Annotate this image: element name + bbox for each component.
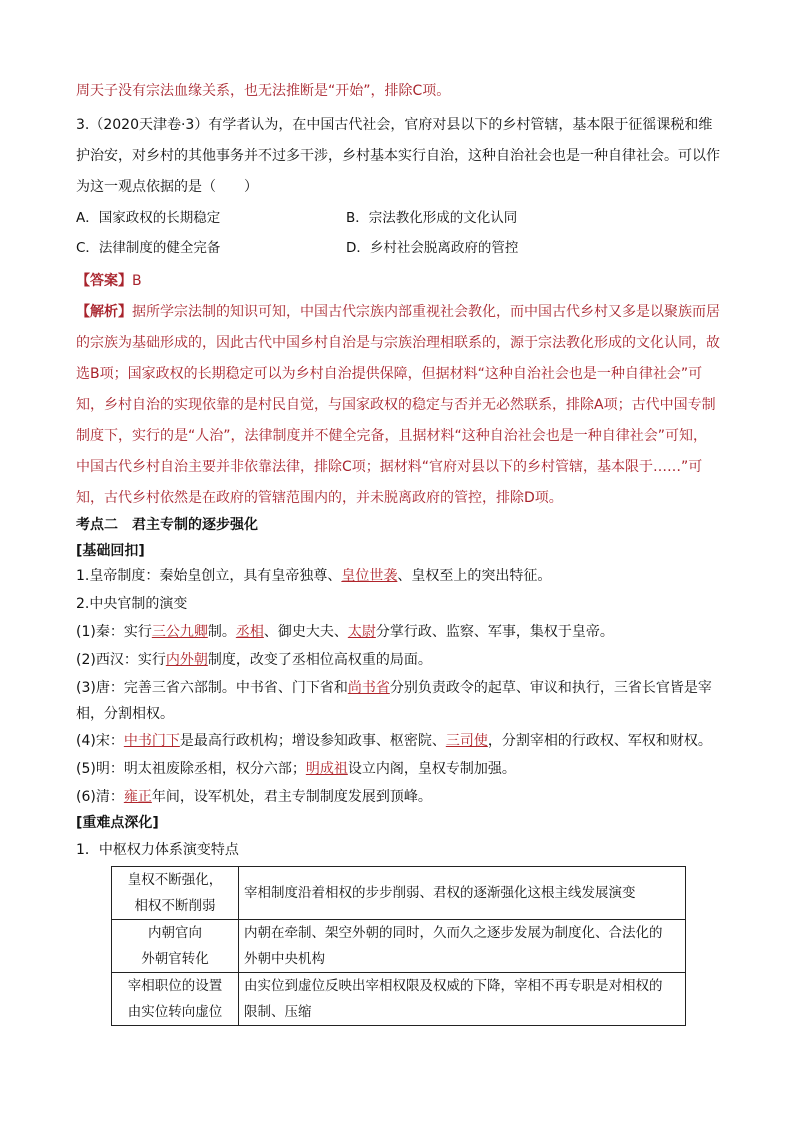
item-western-han: (2)西汉：实行内外朝制度，改变了丞相位高权重的局面。 [76,652,432,668]
item-tang: (3)唐：完善三省六部制。中书省、门下省和尚书省分别负责政令的起草、审议和执行，三省长官皆是宰 [76,680,712,696]
item-central-official-system: 2.中央官制的演变 [76,596,188,612]
table-cell-description: 由实位到虚位反映出宰相权限及权威的下降，宰相不再专职是对相权的 限制、压缩 [239,973,686,1026]
answer-tag: 【答案】 [76,273,132,289]
underlined-answer: 尚书省 [347,680,390,696]
q3-answer [76,270,142,292]
item-song: (4)宋：中书门下是最高行政机构；增设参知政事、枢密院、三司使，分割宰相的行政权、军权和财权。 [76,733,712,749]
section-title: 考点二 君主专制的逐步强化 [76,517,258,533]
table-row [112,867,686,920]
q3-analysis-line2: 的宗族为基础形成的，因此古代中国乡村自治是与宗族治理相联系的，源于宗法教化形成的文化认同，故 [76,335,720,351]
q3-analysis-line1: 【解析】据所学宗法制的知识可知，中国古代宗族内部重视社会教化，而中国古代乡村又多是以聚族而居 [76,304,720,320]
q3-option-b: B．宗法教化形成的文化认同 [346,210,518,226]
table-cell-feature: 内朝官向 外朝官转化 [112,920,239,973]
underlined-answer: 三公九卿 [151,624,208,640]
underlined-answer: 中书门下 [123,733,180,749]
key-points-heading: [重难点深化] [76,815,159,831]
item-qin: (1)秦：实行三公九卿制。丞相、御史大夫、太尉分掌行政、监察、军事，集权于皇帝。 [76,624,614,640]
item-qing: (6)清：雍正年间，设军机处，君主专制制度发展到顶峰。 [76,789,432,805]
table-row [112,920,686,973]
table-cell-description: 内朝在牵制、架空外朝的同时，久而久之逐步发展为制度化、合法化的 外朝中央机构 [239,920,686,973]
q3-stem-line1: 3.（2020天津卷·3）有学者认为，在中国古代社会，官府对县以下的乡村管辖，基本限于征徭课税和维 [76,117,713,133]
answer-value: B [132,273,142,289]
item-ming: (5)明：明太祖废除丞相，权分六部；明成祖设立内阁，皇权专制加强。 [76,761,516,777]
q3-stem-line3: 为这一观点依据的是（ ） [76,179,258,195]
item-tang-line2: 相，分割相权。 [76,706,174,722]
underlined-answer: 皇位世袭 [341,568,398,584]
q3-analysis-line6: 中国古代乡村自治主要并非依靠法律，排除C项；据材料“官府对县以下的乡村管辖，基本限于……”可 [76,459,703,475]
q2-analysis-tail: 周天子没有宗法血缘关系，也无法推断是“开始”，排除C项。 [76,83,451,99]
underlined-answer: 雍正 [123,789,152,805]
q3-analysis-line4: 知，乡村自治的实现依靠的是村民自觉，与国家政权的稳定与否并无必然联系，排除A项；古代中国专制 [76,397,716,413]
table-row [112,973,686,1026]
underlined-answer: 太尉 [347,624,376,640]
central-power-table [111,866,686,1026]
underlined-answer: 三司使 [445,733,488,749]
key-item-1: 1．中枢权力体系演变特点 [76,842,239,858]
underlined-answer: 明成祖 [305,761,348,777]
q3-stem-line2: 护治安，对乡村的其他事务并不过多干涉，乡村基本实行自治，这种自治社会也是一种自律社会。可以作 [76,148,720,164]
q3-analysis-line5: 制度下，实行的是“人治”，法律制度并不健全完备，且据材料“这种自治社会也是一种自律社会”可知， [76,428,708,444]
analysis-tag: 【解析】 [76,304,132,320]
q3-option-c: C．法律制度的健全完备 [76,240,221,256]
underlined-answer: 内外朝 [165,652,208,668]
underlined-answer: 丞相 [235,624,264,640]
q3-option-a: A．国家政权的长期稳定 [76,210,221,226]
q3-analysis-line3: 选B项；国家政权的长期稳定可以为乡村自治提供保障，但据材料“这种自治社会也是一种自律社会”可 [76,366,703,382]
q3-analysis-line7: 知，古代乡村依然是在政府的管辖范围内的，并未脱离政府的管控，排除D项。 [76,490,563,506]
item-emperor-system: 1.皇帝制度：秦始皇创立，具有皇帝独尊、皇位世袭、皇权至上的突出特征。 [76,568,552,584]
basic-review-heading: [基础回扣] [76,543,145,559]
q3-option-d: D．乡村社会脱离政府的管控 [346,240,519,256]
table-cell-feature: 皇权不断强化， 相权不断削弱 [112,867,239,920]
table-cell-feature: 宰相职位的设置 由实位转向虚位 [112,973,239,1026]
table-cell-description: 宰相制度沿着相权的步步削弱、君权的逐渐强化这根主线发展演变 [239,867,686,920]
